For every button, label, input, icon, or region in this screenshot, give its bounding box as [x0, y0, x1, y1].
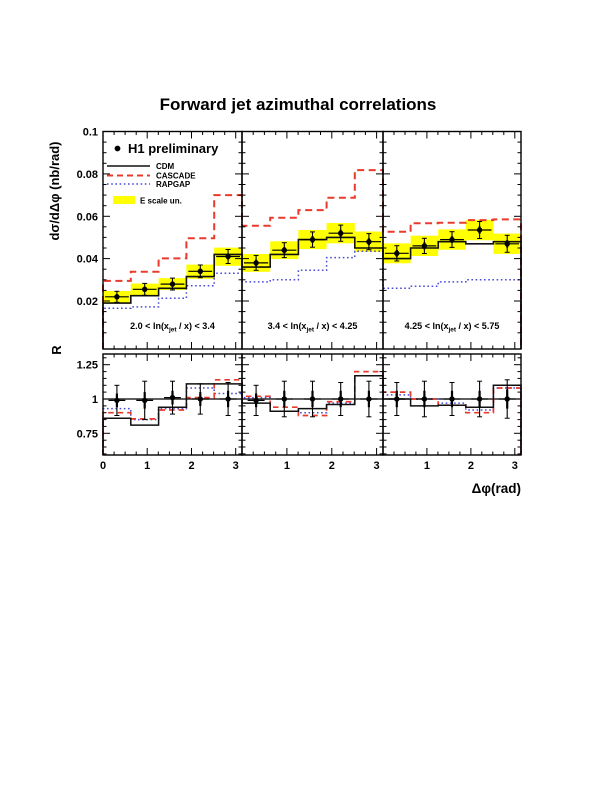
data-point-marker: [449, 237, 454, 242]
h1-data-points-ratio-0: [109, 381, 237, 419]
x-axis-title: Δφ(rad): [471, 481, 521, 496]
x-tick-label: 1: [283, 460, 290, 472]
panel-label-0: $2.0 < \ln(x_{jet} / x) < 3.4$: [130, 321, 215, 334]
escale-legend-label: E scale un.: [140, 196, 182, 206]
y-tick-label-top: 0.1: [82, 126, 98, 139]
x-tick-label: 3: [373, 460, 380, 472]
data-point-marker: [282, 248, 287, 253]
data-point-marker: [422, 243, 427, 248]
legend: [107, 141, 219, 206]
data-point-marker: [170, 281, 175, 286]
data-point-marker: [477, 227, 482, 232]
data-point-marker: [170, 395, 175, 400]
data-point-marker: [394, 396, 399, 401]
y-tick-label-ratio: 0.75: [76, 428, 98, 441]
data-point-marker: [505, 241, 510, 246]
data-point-marker: [394, 251, 399, 256]
y-tick-label-top: 0.08: [76, 168, 98, 181]
data-point-marker: [505, 396, 510, 401]
y-tick-label-ratio: 1: [91, 394, 98, 406]
data-point-marker: [366, 396, 371, 401]
data-point-marker: [114, 294, 119, 299]
y-tick-label-top: 0.02: [76, 296, 98, 308]
data-point-marker: [366, 239, 371, 244]
x-tick-label: 3: [511, 460, 518, 472]
h1-marker-icon: [115, 146, 121, 152]
y-tick-label-ratio: 1.25: [76, 359, 98, 372]
data-point-marker: [338, 396, 343, 401]
data-point-marker: [477, 396, 482, 401]
data-point-marker: [282, 396, 287, 401]
data-point-marker: [142, 398, 147, 403]
y-axis-title-top: dσ/dΔφ (nb/rad): [47, 141, 62, 241]
x-tick-label: 1: [423, 460, 430, 472]
cascade-legend-label: CASCADE: [156, 171, 196, 181]
cdm-legend-label: CDM: [156, 162, 175, 171]
y-tick-label-top: 0.04: [76, 253, 98, 266]
data-point-marker: [142, 287, 147, 292]
data-point-marker: [225, 396, 230, 401]
x-tick-label: 3: [232, 460, 239, 472]
data-point-marker: [310, 237, 315, 242]
h1-preliminary-label: H1 preliminary: [128, 141, 219, 156]
figure-title: Forward jet azimuthal correlations: [159, 95, 437, 114]
data-point-marker: [253, 260, 258, 265]
x-tick-label: 2: [188, 460, 195, 472]
panel-label-1: $3.4 < \ln(x_{jet} / x) < 4.25$: [267, 321, 358, 334]
data-point-marker: [114, 398, 119, 403]
escale-band-sample: [113, 196, 135, 204]
data-point-marker: [310, 396, 315, 401]
rapgap-legend-label: RAPGAP: [156, 180, 191, 189]
data-point-marker: [225, 254, 230, 259]
data-point-marker: [198, 396, 203, 401]
x-tick-label: 0: [99, 460, 107, 472]
data-point-marker: [198, 269, 203, 274]
x-tick-label: 2: [328, 460, 335, 472]
data-point-marker: [449, 396, 454, 401]
y-axis-title-ratio: R: [49, 345, 64, 355]
y-tick-label-top: 0.06: [76, 211, 98, 224]
x-tick-label: 1: [144, 460, 151, 472]
rapgap-top-histogram: [103, 251, 521, 349]
data-point-marker: [338, 231, 343, 236]
data-point-marker: [253, 398, 258, 403]
x-tick-label: 2: [467, 460, 474, 472]
data-point-marker: [422, 396, 427, 401]
panel-label-2: $4.25 < \ln(x_{jet} / x) < 5.75$: [404, 321, 500, 334]
